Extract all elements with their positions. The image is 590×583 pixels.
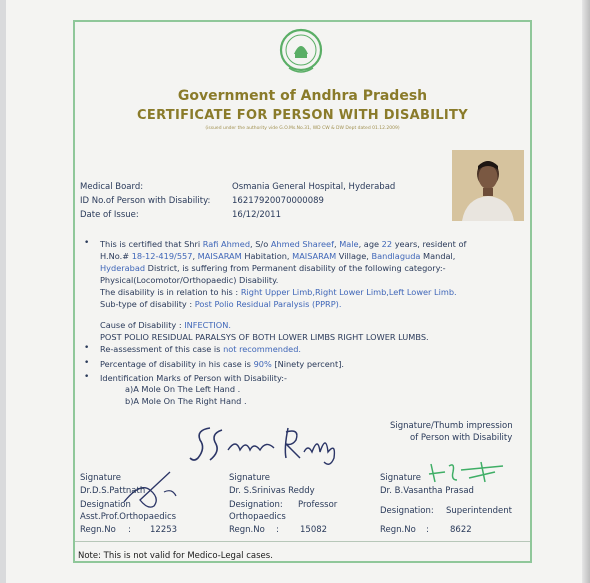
signatory1-name: Dr.D.S.Pattnath xyxy=(80,486,146,496)
issued-under-text: (issued under the authority vide G.O.Ms.No.31, WD CW & DW Dept dated 01.12.2009) xyxy=(205,126,400,131)
signatory2-regn-sep: : xyxy=(276,525,279,535)
mandal-label: Mandal, xyxy=(423,251,456,261)
certify-line-3 xyxy=(100,263,446,273)
bullet-dot: • xyxy=(84,238,90,248)
id-label: ID No.of Person with Disability: xyxy=(80,196,211,206)
habitation-label: Habitation, xyxy=(244,251,290,261)
habitation-value: MAISARAM xyxy=(197,251,242,261)
bullet-dot: • xyxy=(84,343,90,353)
signatory2-designation: Professor xyxy=(298,500,338,510)
relation-label: The disability is in relation to his : xyxy=(100,287,239,297)
signatory2-regn: 15082 xyxy=(300,525,328,535)
disability-statement: District, is suffering from Permanent disability of the following category:- xyxy=(147,263,446,273)
percent-words: [Ninety percent]. xyxy=(274,359,345,369)
date-label: Date of Issue: xyxy=(80,210,139,220)
signatory3-designation: Superintendent xyxy=(446,506,512,516)
certify-line-2 xyxy=(100,251,455,261)
age-label: , age xyxy=(358,239,380,249)
medical-board-value: Osmania General Hospital, Hyderabad xyxy=(232,182,396,192)
signatory3-regn: 8622 xyxy=(450,525,472,535)
percent-label: Percentage of disability in his case is xyxy=(100,359,251,369)
mark-b: b)A Mole On The Right Hand . xyxy=(125,396,247,406)
sex-value: Male xyxy=(339,239,359,249)
subtype-label: Sub-type of disability : xyxy=(100,299,193,309)
reassess-label: Re-assessment of this case is xyxy=(100,344,221,354)
medical-board-label: Medical Board: xyxy=(80,182,144,192)
cause-line xyxy=(100,320,231,330)
bullet-dot: • xyxy=(84,372,90,382)
mandal-value: Bandlaguda xyxy=(371,251,421,261)
certificate-title: CERTIFICATE FOR PERSON WITH DISABILITY xyxy=(137,108,468,123)
subtype-value: Post Polio Residual Paralysis (PPRP). xyxy=(194,299,342,309)
signatory1-regn: 12253 xyxy=(150,525,178,535)
sex-sep: , xyxy=(333,239,340,249)
subtype-line xyxy=(100,299,341,309)
id-value: 16217920070000089 xyxy=(232,196,324,206)
relation-line xyxy=(100,287,457,297)
signatory3-regn-sep: : xyxy=(426,525,429,535)
government-heading: Government of Andhra Pradesh xyxy=(177,88,428,104)
paper-edge xyxy=(582,0,590,583)
marks-label: Identification Marks of Person with Disability:- xyxy=(100,373,287,383)
village-value: MAISARAM xyxy=(292,251,337,261)
thumb-label-line1: Signature/Thumb impression xyxy=(390,421,513,431)
bullet-dot: • xyxy=(84,358,90,368)
signatory3-name: Dr. B.Vasantha Prasad xyxy=(380,486,474,496)
reassess-value: not recommended. xyxy=(223,344,302,354)
house-number: 18-12-419/557 xyxy=(131,251,193,261)
father-name: Ahmed Shareef xyxy=(270,239,334,249)
district-value: Hyderabad xyxy=(100,263,146,273)
thumb-label-line2: of Person with Disability xyxy=(410,433,513,443)
resident-text: years, resident of xyxy=(394,239,467,249)
signature-srinivas-reddy xyxy=(188,418,348,470)
reassessment-line xyxy=(100,344,301,354)
signatory1-regn-sep: : xyxy=(128,525,131,535)
signatory2-sig-label: Signature xyxy=(229,473,271,483)
mark-a: a)A Mole On The Left Hand . xyxy=(125,384,241,394)
date-value: 16/12/2011 xyxy=(232,210,281,220)
signature-vasantha-prasad xyxy=(425,458,505,488)
certify-line-1 xyxy=(100,239,466,249)
person-name: Rafi Ahmed xyxy=(202,239,251,249)
divider xyxy=(75,541,530,542)
signatory3-sig-label: Signature xyxy=(380,473,422,483)
signatory3-designation-label: Designation: xyxy=(380,506,434,516)
percent-value: 90% xyxy=(253,359,272,369)
house-label: H.No.# xyxy=(100,251,130,261)
so-text: , S/o xyxy=(250,239,269,249)
government-emblem-icon xyxy=(279,28,323,76)
signatory3-regn-label: Regn.No xyxy=(380,525,416,535)
house-sep: , xyxy=(192,251,196,261)
signatory2-regn-label: Regn.No xyxy=(229,525,265,535)
signatory2-designation-dept: Orthopaedics xyxy=(229,512,286,522)
cause-label: Cause of Disability : xyxy=(100,320,182,330)
signatory1-regn-label: Regn.No xyxy=(80,525,116,535)
age-value: 22 xyxy=(381,239,393,249)
relation-value: Right Upper Limb,Right Lower Limb,Left Lower Limb. xyxy=(240,287,457,297)
signatory1-sig-label: Signature xyxy=(80,473,122,483)
cause-detail: POST POLIO RESIDUAL PARALSYS OF BOTH LOWER LIMBS RIGHT LOWER LUMBS. xyxy=(100,332,429,342)
certify-prefix: This is certified that Shri xyxy=(100,239,201,249)
percentage-line xyxy=(100,359,344,369)
signatory1-designation: Asst.Prof.Orthopaedics xyxy=(80,512,177,522)
signatory1-designation-label: Designation xyxy=(80,500,131,510)
cause-value: INFECTION. xyxy=(184,320,231,330)
signatory2-name: Dr. S.Srinivas Reddy xyxy=(229,486,315,496)
signatory2-designation-label: Designation: xyxy=(229,500,283,510)
disability-category: Physical(Locomotor/Orthopaedic) Disability. xyxy=(100,275,279,285)
person-photo xyxy=(452,150,524,221)
validity-note: Note: This is not valid for Medico-Legal cases. xyxy=(78,551,273,561)
village-label: Village, xyxy=(338,251,369,261)
